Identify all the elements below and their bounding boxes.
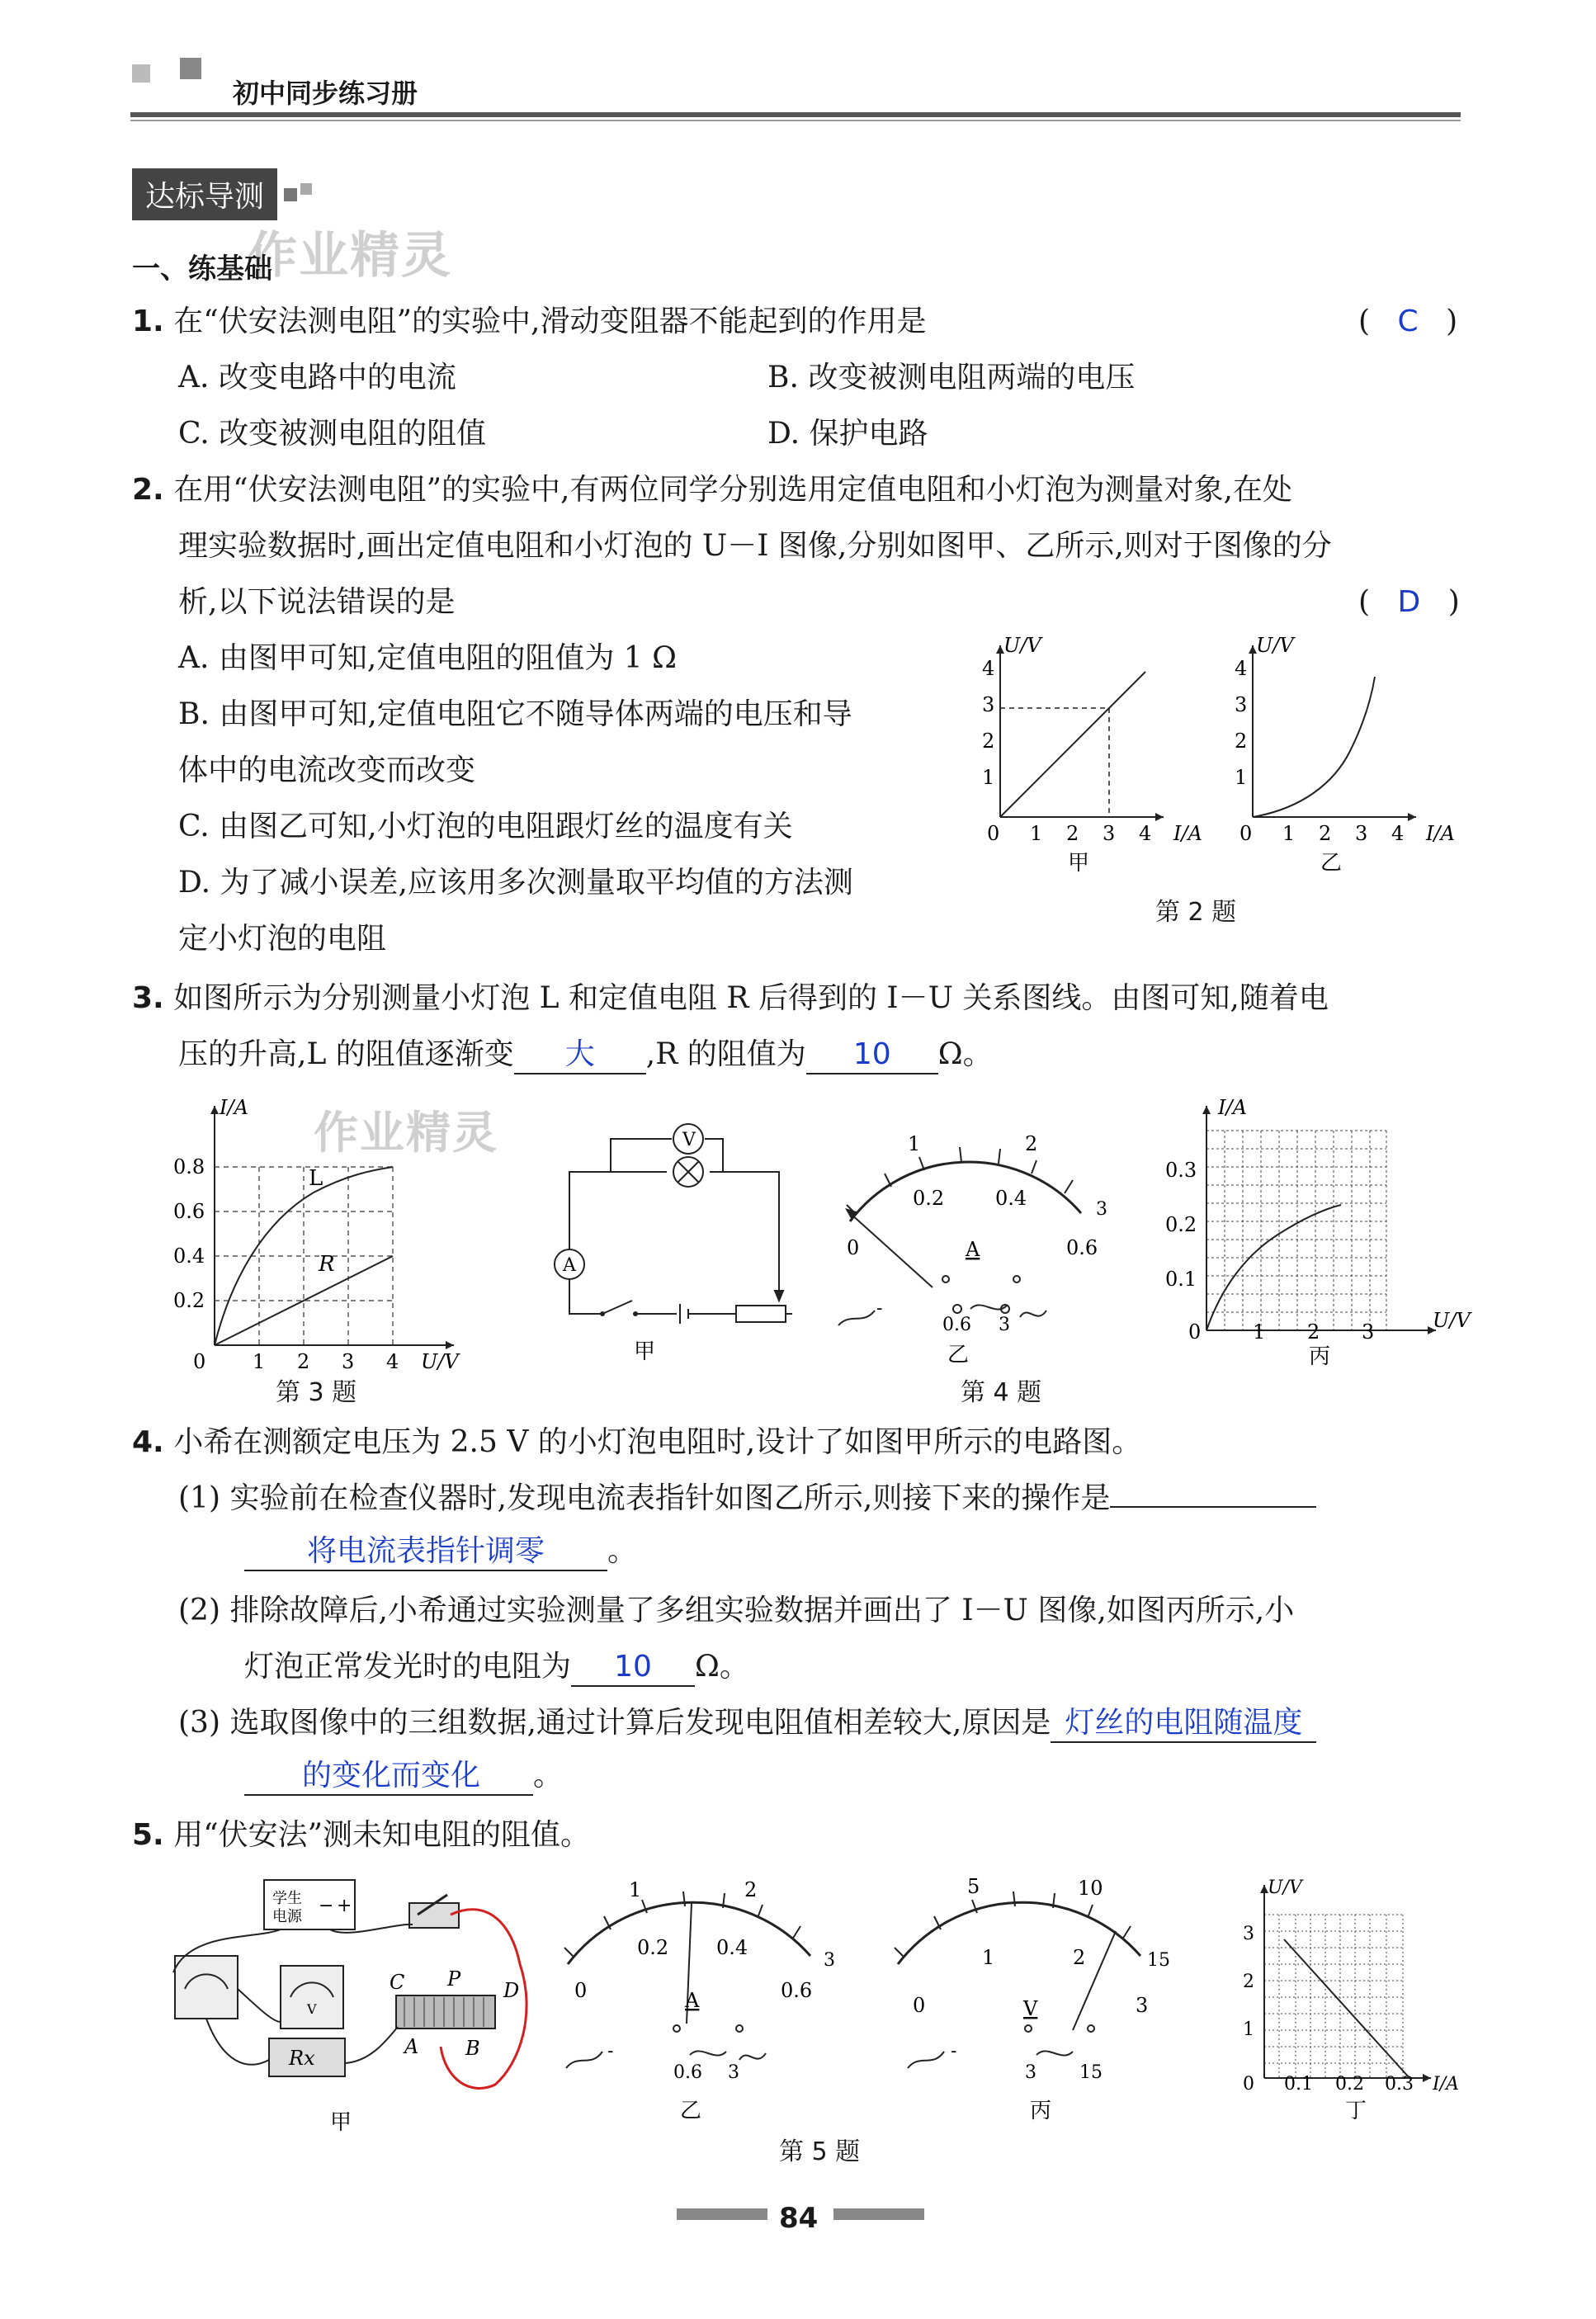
line-R-label: R [319, 1252, 335, 1277]
q2-number: 2. [132, 473, 164, 507]
tick: 0.2 [1165, 1213, 1197, 1236]
q5-apparatus-jia [157, 1873, 553, 2137]
badge-deco-2 [300, 183, 312, 195]
q4-part1-answer-line [244, 1533, 637, 1571]
q1-text: 在“伏安法测电阻”的实验中,滑动变阻器不能起到的作用是 [173, 305, 927, 338]
period: 。 [533, 1759, 564, 1792]
watermark: 作业精灵 [248, 227, 452, 285]
tick: 0.3 [1385, 2074, 1414, 2095]
scale-top: 2 [744, 1878, 758, 1901]
q2-option-c: C. 由图乙可知,小灯泡的电阻跟灯丝的温度有关 [178, 810, 793, 843]
voltmeter-device [281, 1966, 343, 2029]
scale-top: 10 [1078, 1877, 1103, 1900]
fig-name: 乙 [680, 2099, 702, 2123]
scale-bottom: 0.4 [995, 1187, 1027, 1210]
section-badge: 达标导测 [132, 168, 277, 220]
label-C: C [390, 1971, 405, 1994]
q4-part2-answer: 10 [571, 1649, 695, 1687]
q3-line1 [132, 980, 1329, 1017]
q4-ammeter-yi [809, 1122, 1139, 1370]
x-axis-label: U/V [421, 1350, 459, 1373]
scale-end: 3 [1096, 1199, 1107, 1220]
rx-label: Rx [289, 2047, 315, 2070]
q3-fig-caption: 第 3 题 [276, 1378, 357, 1407]
q4-part1-answer: 将电流表指针调零 [244, 1533, 607, 1571]
tick: 2 [1066, 822, 1079, 845]
y-axis-label: U/V [1003, 635, 1041, 657]
paren: ) [1446, 305, 1458, 338]
q3-line2 [178, 1037, 993, 1074]
tick: 0 [1188, 1320, 1202, 1344]
tick: 0.3 [1165, 1159, 1197, 1182]
tick: 0 [1239, 822, 1253, 845]
tick: 4 [982, 657, 995, 680]
q4-part1-text: (1) 实验前在检查仪器时,发现电流表指针如图乙所示,则接下来的操作是 [178, 1481, 1111, 1515]
scale-ticks [847, 1147, 1073, 1215]
supply-label-2: 电源 [272, 1908, 302, 1925]
x-axis-label: I/A [1426, 822, 1455, 845]
paren: ) [1447, 585, 1460, 619]
fig-name: 丙 [1030, 2099, 1052, 2123]
curve [1206, 1205, 1341, 1330]
y-axis-label: I/A [220, 1096, 248, 1119]
tick: 3 [1362, 1320, 1375, 1344]
q2-option-b-1: B. 由图甲可知,定值电阻它不随导体两端的电压和导 [178, 697, 852, 731]
q1-option-c: C. 改变被测电阻的阻值 [178, 417, 487, 451]
q2-line2: 理实验数据时,画出定值电阻和小灯泡的 U－I 图像,分别如图甲、乙所示,则对于图像的分 [178, 529, 1332, 563]
tick: 4 [1139, 822, 1152, 845]
terminal: 3 [728, 2062, 739, 2083]
q5-voltmeter-bing [875, 1873, 1205, 2137]
tick: 0.2 [173, 1289, 205, 1312]
tick: 1 [1030, 822, 1043, 845]
y-axis-label: U/V [1256, 635, 1294, 657]
tick: 3 [1235, 693, 1248, 716]
q4-part1-blank-end [1110, 1506, 1316, 1508]
tick: 3 [1243, 1924, 1254, 1944]
q1-stem [132, 304, 926, 340]
curve-L [215, 1167, 393, 1345]
tick: 0 [193, 1350, 206, 1373]
tick: 1 [1235, 766, 1248, 789]
q1-option-a: A. 改变电路中的电流 [178, 361, 456, 394]
q2-text-1: 在用“伏安法测电阻”的实验中,有两位同学分别选用定值电阻和小灯泡为测量对象,在处 [173, 473, 1292, 507]
q1-number: 1. [132, 305, 164, 338]
q2-line1 [132, 472, 1292, 508]
tick: 0.1 [1284, 2074, 1313, 2095]
q4-part1 [178, 1481, 1316, 1517]
q5-graph-ding [1213, 1873, 1494, 2146]
tick: 2 [982, 730, 995, 753]
x-axis-label: U/V [1433, 1309, 1471, 1332]
tick: 4 [386, 1350, 399, 1373]
scale-bottom: 2 [1073, 1946, 1086, 1969]
scale-top: 1 [629, 1878, 642, 1901]
scale-bottom: 0.6 [781, 1979, 813, 2002]
header-rule-thin [130, 120, 1461, 121]
q4-number: 4. [132, 1425, 164, 1459]
graph-yi [1235, 635, 1455, 876]
unit: Ω。 [695, 1650, 749, 1684]
tick: 0.4 [173, 1245, 205, 1268]
q4-part3-line1 [178, 1705, 1316, 1743]
needle [850, 1213, 933, 1287]
y-axis-label: I/A [1218, 1096, 1247, 1119]
label-P: P [447, 1967, 461, 1991]
scale-bottom: 1 [982, 1946, 995, 1969]
scale-end: 15 [1147, 1950, 1170, 1971]
q5-number: 5. [132, 1818, 164, 1852]
meter-unit: A [966, 1238, 980, 1261]
graph-name: 甲 [1068, 851, 1090, 876]
fig-name: 丁 [1345, 2099, 1367, 2123]
tick: 3 [1355, 822, 1368, 845]
terminal: 15 [1079, 2062, 1103, 2083]
tick: 1 [982, 766, 995, 789]
label-A: A [404, 2035, 419, 2058]
terminal: 0.6 [942, 1315, 971, 1335]
tick: 1 [1243, 2019, 1254, 2040]
scale-top: 2 [1025, 1132, 1038, 1155]
q5-fig-caption: 第 5 题 [779, 2137, 861, 2166]
tick: 0 [987, 822, 1000, 845]
q3-text-2c: Ω。 [937, 1037, 993, 1071]
terminal: 3 [1025, 2062, 1036, 2083]
q4-graph-bing [1155, 1089, 1485, 1386]
q4-stem [132, 1424, 1141, 1461]
header-deco [132, 64, 150, 83]
tick: 1 [1253, 1320, 1266, 1344]
q4-part3-line2 [244, 1758, 563, 1796]
q5-ammeter-yi [545, 1873, 858, 2137]
tick: 4 [1235, 657, 1248, 680]
tick: 1 [253, 1350, 266, 1373]
tick: 0.6 [173, 1200, 205, 1223]
line [1284, 1939, 1409, 2078]
q1-option-b: B. 改变被测电阻两端的电压 [767, 361, 1136, 394]
q5-stem [132, 1817, 590, 1854]
q4-circuit-jia [520, 1122, 792, 1370]
tick: 0 [1243, 2074, 1254, 2095]
scale-bottom: 0 [913, 1994, 926, 2017]
curve-L-label: L [309, 1166, 323, 1191]
ammeter-label: A [563, 1255, 576, 1276]
terminal: 3 [999, 1315, 1010, 1335]
graph-jia [982, 635, 1202, 876]
scale-bottom: 0.2 [637, 1936, 669, 1959]
meter-left [175, 1956, 238, 2019]
q4-fig-caption: 第 4 题 [961, 1378, 1042, 1407]
tick: 2 [1307, 1320, 1320, 1344]
x-axis-label: I/A [1433, 2074, 1459, 2095]
q4-part3-answer-2: 的变化而变化 [244, 1758, 533, 1796]
tick: 1 [1282, 822, 1296, 845]
q4-part3-text: (3) 选取图像中的三组数据,通过计算后发现电阻值相差较大,原因是 [178, 1706, 1051, 1740]
q3-number: 3. [132, 981, 164, 1015]
scale-bottom: 0 [574, 1979, 588, 2002]
q2-fig-caption: 第 2 题 [1155, 898, 1237, 927]
q2-answer: D [1397, 585, 1421, 619]
q4-part2-text: 灯泡正常发光时的电阻为 [244, 1650, 572, 1684]
x-axis-label: I/A [1173, 822, 1202, 845]
q3-text-2b: ,R 的阻值为 [645, 1037, 806, 1071]
rheostat [396, 1995, 495, 2029]
fig-name: 甲 [330, 2110, 352, 2135]
tick: 0.8 [173, 1155, 205, 1178]
scale-bottom: 3 [1136, 1994, 1149, 2017]
meter-unit: A [685, 1989, 700, 2012]
q3-text-1: 如图所示为分别测量小灯泡 L 和定值电阻 R 后得到的 I－U 关系图线。由图可知,随着电 [173, 981, 1329, 1015]
q2-option-b-2: 体中的电流改变而改变 [178, 753, 476, 787]
scale-bottom: 0.6 [1066, 1236, 1098, 1259]
label-B: B [465, 2037, 480, 2060]
q2-option-a: A. 由图甲可知,定值电阻的阻值为 1 Ω [178, 641, 677, 675]
tick: 2 [297, 1350, 310, 1373]
supply-plus: + [337, 1896, 352, 1916]
supply-minus: − [319, 1896, 334, 1916]
scale-bottom: 0.4 [716, 1936, 748, 1959]
tick: 3 [1103, 822, 1116, 845]
q2-answer-box [1358, 584, 1460, 621]
page-number: 84 [779, 2202, 819, 2235]
q2-option-d-2: 定小灯泡的电阻 [178, 922, 387, 956]
period: 。 [607, 1534, 638, 1568]
q1-answer: C [1397, 305, 1419, 338]
q4-part3-answer-1: 灯丝的电阻随温度 [1051, 1705, 1316, 1743]
tick: 3 [982, 693, 995, 716]
fig-name: 甲 [634, 1339, 656, 1364]
scale-top: 5 [967, 1875, 980, 1898]
watermark-2: 作业精灵 [314, 1107, 498, 1159]
terminal: - [876, 1298, 883, 1319]
q5-text: 用“伏安法”测未知电阻的阻值。 [173, 1818, 590, 1852]
graph-name: 乙 [1320, 851, 1343, 876]
tick: 2 [1319, 822, 1332, 845]
tick: 4 [1391, 822, 1405, 845]
label-D: D [503, 1979, 520, 2002]
y-axis-label: U/V [1268, 1877, 1302, 1898]
terminal: - [951, 2041, 957, 2062]
q2-figures [957, 635, 1485, 883]
curve [1253, 677, 1375, 817]
tick: 0.1 [1165, 1268, 1197, 1291]
q3-blank-1: 大 [514, 1037, 646, 1074]
q1-answer-box [1358, 304, 1457, 340]
tick: 3 [342, 1350, 355, 1373]
q3-blank-2: 10 [806, 1037, 938, 1074]
header-deco-2 [180, 58, 201, 79]
paren: ( [1358, 305, 1371, 338]
supply-label-1: 学生 [272, 1890, 302, 1907]
tick: 2 [1235, 730, 1248, 753]
paren: ( [1358, 585, 1371, 619]
terminal: 0.6 [673, 2062, 702, 2083]
book-title: 初中同步练习册 [233, 78, 418, 109]
q4-text: 小希在测额定电压为 2.5 V 的小灯泡电阻时,设计了如图甲所示的电路图。 [173, 1425, 1142, 1459]
q2-option-d-1: D. 为了减小误差,应该用多次测量取平均值的方法测 [178, 866, 853, 900]
q4-part2-line1: (2) 排除故障后,小希通过实验测量了多组实验数据并画出了 I－U 图像,如图丙所示,小 [178, 1594, 1295, 1627]
badge-deco [284, 188, 297, 201]
voltmeter-V: V [307, 2001, 317, 2017]
scale-end: 3 [824, 1950, 835, 1971]
voltmeter-label: V [682, 1130, 696, 1150]
terminal: - [607, 2041, 614, 2062]
scale-top: 1 [908, 1132, 921, 1155]
footer-deco-left [677, 2208, 767, 2220]
header-rule [130, 112, 1461, 117]
scale-bottom: 0.2 [913, 1187, 945, 1210]
fig-name: 丙 [1309, 1344, 1331, 1369]
tick: 0.2 [1335, 2074, 1364, 2095]
footer-deco-right [833, 2208, 924, 2220]
scale-bottom: 0 [847, 1236, 860, 1259]
q3-text-2a: 压的升高,L 的阻值逐渐变 [178, 1037, 514, 1071]
meter-unit: V [1023, 1997, 1038, 2020]
fig-name: 乙 [947, 1343, 970, 1367]
q4-part2-line2 [244, 1649, 749, 1687]
section-title: 一、练基础 [132, 253, 272, 286]
q2-line3: 析,以下说法错误的是 [178, 585, 456, 619]
tick: 2 [1243, 1972, 1254, 1992]
q1-option-d: D. 保护电路 [767, 417, 928, 451]
linear-line [1000, 672, 1145, 817]
